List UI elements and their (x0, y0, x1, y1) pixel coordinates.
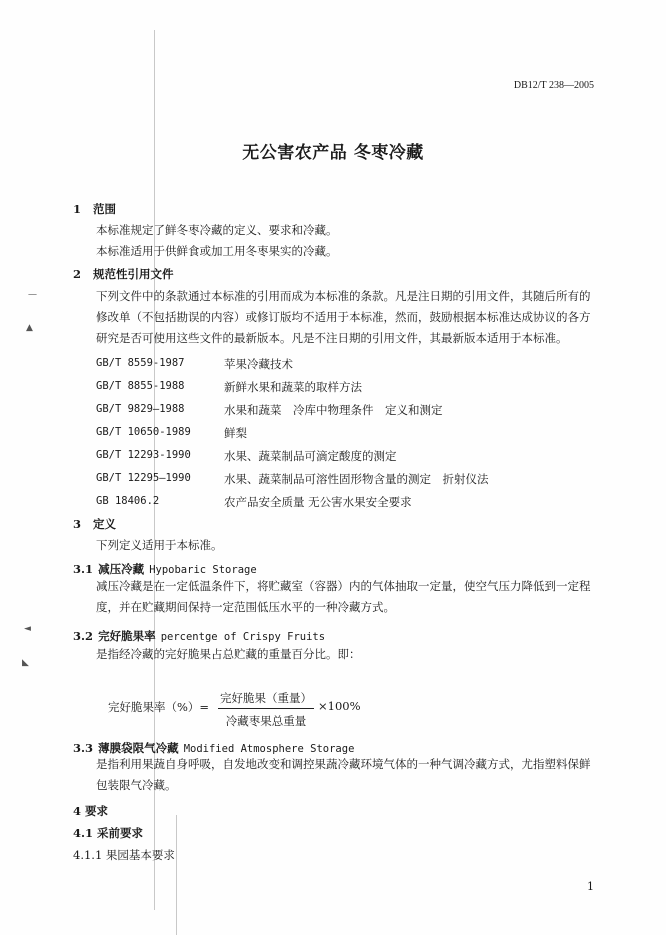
ref-name: 鲜梨 (224, 426, 247, 440)
section-3-1-heading: 3.1 减压冷藏 Hypobaric Storage (73, 562, 257, 576)
ref-code: GB/T 10650-1989 (96, 426, 191, 438)
section-3-1-text: 减压冷藏是在一定低温条件下，将贮藏室（容器）内的气体抽取一定量，使空气压力降低到一定程度，并在贮藏期间保持一定范围低压水平的一种冷藏方式。 (96, 579, 591, 614)
section-4-1-heading: 4.1 采前要求 (73, 826, 144, 840)
scan-mark: ▲ (26, 323, 33, 333)
section-3-3-heading: 3.3 薄膜袋限气冷藏 Modified Atmosphere Storage (73, 741, 355, 755)
ref-name: 水果和蔬菜 冷库中物理条件 定义和测定 (224, 403, 443, 417)
formula-fraction (218, 690, 314, 729)
section-2-intro: 下列文件中的条款通过本标准的引用而成为本标准的条款。凡是注日期的引用文件，其随后所有的修改单（不包括勘误的内容）或修订版均不适用于本标准，然而，鼓励根据本标准达成协议的各方研究是否可使用这些文件的最新版本。凡是不注日期的引用文件，其最新版本适用于本标准。 (96, 289, 591, 345)
standard-code: DB12/T 238—2005 (513, 80, 594, 91)
section-3-2-text: 是指经冷藏的完好脆果占总贮藏的重量百分比。即： (96, 647, 361, 661)
document-title: 无公害农产品 冬枣冷藏 (242, 143, 424, 163)
section-3-2-heading: 3.2 完好脆果率 percentge of Crispy Fruits (73, 629, 326, 643)
section-3-intro: 下列定义适用于本标准。 (96, 538, 223, 552)
formula-denominator: 冷藏枣果总重量 (225, 714, 307, 728)
ref-code: GB 18406.2 (96, 495, 160, 507)
ref-name: 新鲜水果和蔬菜的取样方法 (224, 380, 362, 394)
formula-lhs: 完好脆果率（%）= (108, 700, 210, 714)
ref-name: 水果、蔬菜制品可溶性固形物含量的测定 折射仪法 (224, 472, 489, 486)
ref-code: GB/T 12293-1990 (96, 449, 191, 461)
ref-code: GB/T 8559-1987 (96, 357, 185, 369)
section-1-heading: 1 范围 (73, 202, 117, 216)
formula-numerator: 完好脆果（重量） (218, 690, 314, 709)
ref-code: GB/T 12295—1990 (96, 472, 191, 484)
section-4-heading: 4 要求 (73, 804, 109, 818)
scan-mark: ◣ (22, 658, 29, 668)
ref-name: 苹果冷藏技术 (224, 357, 293, 371)
section-2-heading: 2 规范性引用文件 (73, 267, 174, 281)
section-3-heading: 3 定义 (73, 517, 117, 531)
section-1-para: 本标准规定了鲜冬枣冷藏的定义、要求和冷藏。 (96, 223, 338, 237)
scan-fold-line-2 (176, 815, 177, 935)
scan-mark: ◄ (24, 624, 31, 634)
section-4-1-1-heading: 4.1.1 果园基本要求 (73, 848, 175, 862)
section-1-para: 本标准适用于供鲜食或加工用冬枣果实的冷藏。 (96, 244, 338, 258)
ref-name: 水果、蔬菜制品可滴定酸度的测定 (224, 449, 397, 463)
section-3-3-text: 是指利用果蔬自身呼吸，自发地改变和调控果蔬冷藏环境气体的一种气调冷藏方式，尤指塑料保鲜包装限气冷藏。 (96, 757, 591, 792)
formula-multiplier: ×100% (318, 699, 361, 713)
scan-mark: — (28, 290, 37, 300)
ref-code: GB/T 8855-1988 (96, 380, 185, 392)
page-number: 1 (587, 880, 594, 893)
ref-name: 农产品安全质量 无公害水果安全要求 (224, 495, 412, 509)
ref-code: GB/T 9829—1988 (96, 403, 185, 415)
